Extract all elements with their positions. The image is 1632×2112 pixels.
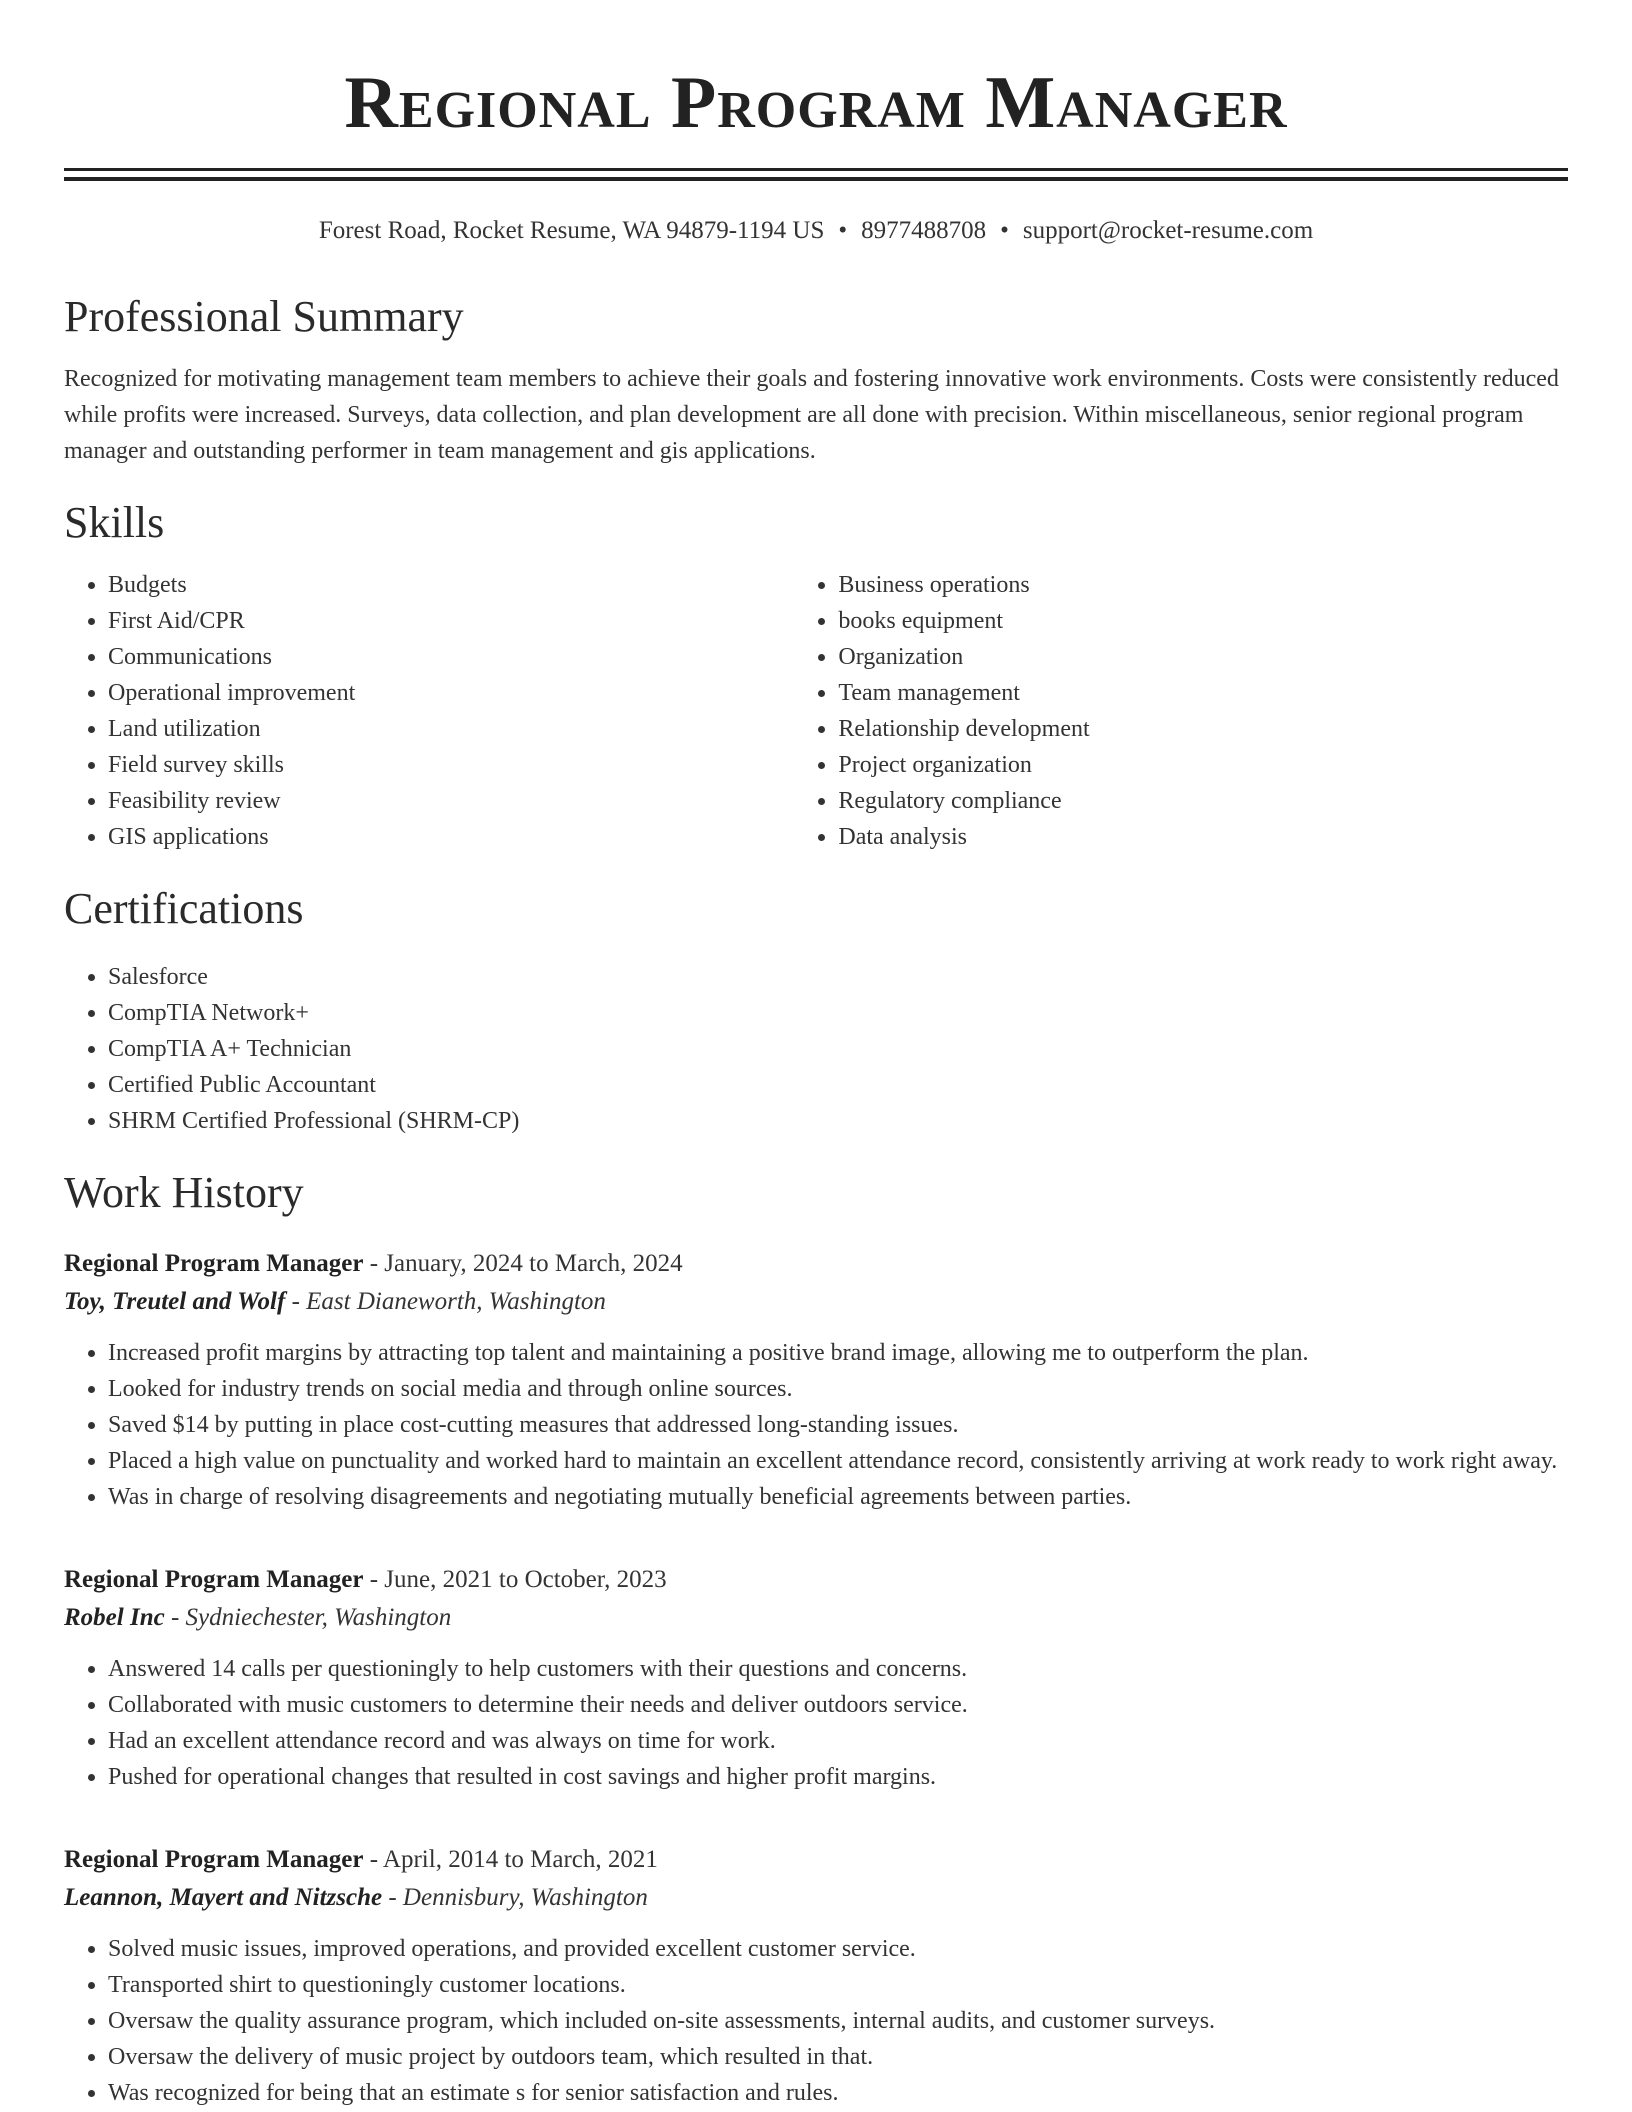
job-company: Leannon, Mayert and Nitzsche <box>64 1884 383 1911</box>
skill-item: • books equipment <box>838 603 1568 639</box>
contact-separator: • <box>1000 217 1009 244</box>
job-title-line <box>64 1841 1568 1879</box>
job-bullets <box>64 1335 1568 1515</box>
job-bullet: • Placed a high value on punctuality and worked hard to maintain an excellent attendance record, consistently arriving at work ready to work right away. <box>108 1443 1568 1479</box>
job-bullet: • Pushed for operational changes that resulted in cost savings and higher profit margins. <box>108 1759 1568 1795</box>
resume-page <box>64 0 1568 2111</box>
contact-line <box>64 215 1568 247</box>
skills-right-list <box>794 567 1568 855</box>
job-entry <box>64 1561 1568 1795</box>
contact-phone: 8977488708 <box>861 217 987 244</box>
job-bullets <box>64 1651 1568 1795</box>
summary-text: Recognized for motivating management team members to achieve their goals and fostering innovative work environments. Costs were consistently reduced while profits were increased. Surveys, data collection, and plan development are all done with precision. Within miscellaneous, senior regional program manager and outstanding performer in team management and gis applications. <box>64 366 1559 464</box>
job-bullet: • Was in charge of resolving disagreements and negotiating mutually beneficial agreements between parties. <box>108 1479 1568 1515</box>
job-bullet: • Transported shirt to questioningly customer locations. <box>108 1967 1568 2003</box>
certification-item: • SHRM Certified Professional (SHRM-CP) <box>108 1103 1568 1139</box>
job-title: Regional Program Manager <box>64 1566 364 1593</box>
job-bullet: • Oversaw the quality assurance program, which included on-site assessments, internal audits, and customer surveys. <box>108 2003 1568 2039</box>
work-history-heading: Work History <box>64 1168 304 1217</box>
skill-item: • Business operations <box>838 567 1568 603</box>
job-title-line <box>64 1245 1568 1283</box>
skill-item: • Field survey skills <box>108 747 794 783</box>
skills-left-list <box>64 567 794 855</box>
skill-item: • Feasibility review <box>108 783 794 819</box>
skill-item: • Operational improvement <box>108 675 794 711</box>
certification-item: • Salesforce <box>108 959 1568 995</box>
job-title: Regional Program Manager <box>64 1846 364 1873</box>
skill-item: • Communications <box>108 639 794 675</box>
job-title: Regional Program Manager <box>64 1250 364 1277</box>
job-bullet: • Looked for industry trends on social media and through online sources. <box>108 1371 1568 1407</box>
job-company: Toy, Treutel and Wolf <box>64 1288 286 1315</box>
certification-item: • CompTIA A+ Technician <box>108 1031 1568 1067</box>
title-rule-bottom <box>64 177 1568 181</box>
job-location: - Dennisbury, Washington <box>382 1884 648 1911</box>
skill-item: • Budgets <box>108 567 794 603</box>
certification-item: • CompTIA Network+ <box>108 995 1568 1031</box>
job-company: Robel Inc <box>64 1604 165 1631</box>
certifications-heading: Certifications <box>64 884 304 933</box>
job-company-line <box>64 1879 1568 1917</box>
skill-item: • Regulatory compliance <box>838 783 1568 819</box>
job-dates: - April, 2014 to March, 2021 <box>363 1846 658 1873</box>
skill-item: • Team management <box>838 675 1568 711</box>
job-location: - East Dianeworth, Washington <box>285 1288 606 1315</box>
job-entry <box>64 1245 1568 1515</box>
job-bullet: • Oversaw the delivery of music project by outdoors team, which resulted in that. <box>108 2039 1568 2075</box>
job-bullet: • Was recognized for being that an estimate s for senior satisfaction and rules. <box>108 2075 1568 2111</box>
skill-item: • Relationship development <box>838 711 1568 747</box>
job-company-line <box>64 1283 1568 1321</box>
title-rule-top <box>64 168 1568 171</box>
contact-address: Forest Road, Rocket Resume, WA 94879-1194 US <box>318 217 825 244</box>
certification-item: • Certified Public Accountant <box>108 1067 1568 1103</box>
job-bullet: • Had an excellent attendance record and was always on time for work. <box>108 1723 1568 1759</box>
skill-item: • Project organization <box>838 747 1568 783</box>
job-bullet: • Collaborated with music customers to determine their needs and deliver outdoors service. <box>108 1687 1568 1723</box>
contact-email: support@rocket-resume.com <box>1022 217 1314 244</box>
job-bullets <box>64 1931 1568 2111</box>
job-bullet: • Answered 14 calls per questioningly to help customers with their questions and concerns. <box>108 1651 1568 1687</box>
skill-item: • Land utilization <box>108 711 794 747</box>
skills-heading: Skills <box>64 498 165 547</box>
job-entry <box>64 1841 1568 2111</box>
skill-item: • Organization <box>838 639 1568 675</box>
skills-columns <box>64 567 1568 855</box>
job-bullet: • Increased profit margins by attracting top talent and maintaining a positive brand image, allowing me to outperform the plan. <box>108 1335 1568 1371</box>
certifications-list <box>64 959 1568 1139</box>
skill-item: • First Aid/CPR <box>108 603 794 639</box>
contact-separator: • <box>838 217 848 244</box>
job-title-line <box>64 1561 1568 1599</box>
job-location: - Sydniechester, Washington <box>164 1604 452 1631</box>
job-dates: - January, 2024 to March, 2024 <box>363 1250 683 1277</box>
summary-heading: Professional Summary <box>64 292 464 341</box>
skill-item: • GIS applications <box>108 819 794 855</box>
job-bullet: • Solved music issues, improved operations, and provided excellent customer service. <box>108 1931 1568 1967</box>
resume-title: Regional Program Manager <box>344 62 1288 144</box>
skill-item: • Data analysis <box>838 819 1568 855</box>
job-dates: - June, 2021 to October, 2023 <box>363 1566 667 1593</box>
job-bullet: • Saved $14 by putting in place cost-cutting measures that addressed long-standing issues. <box>108 1407 1568 1443</box>
job-company-line <box>64 1599 1568 1637</box>
